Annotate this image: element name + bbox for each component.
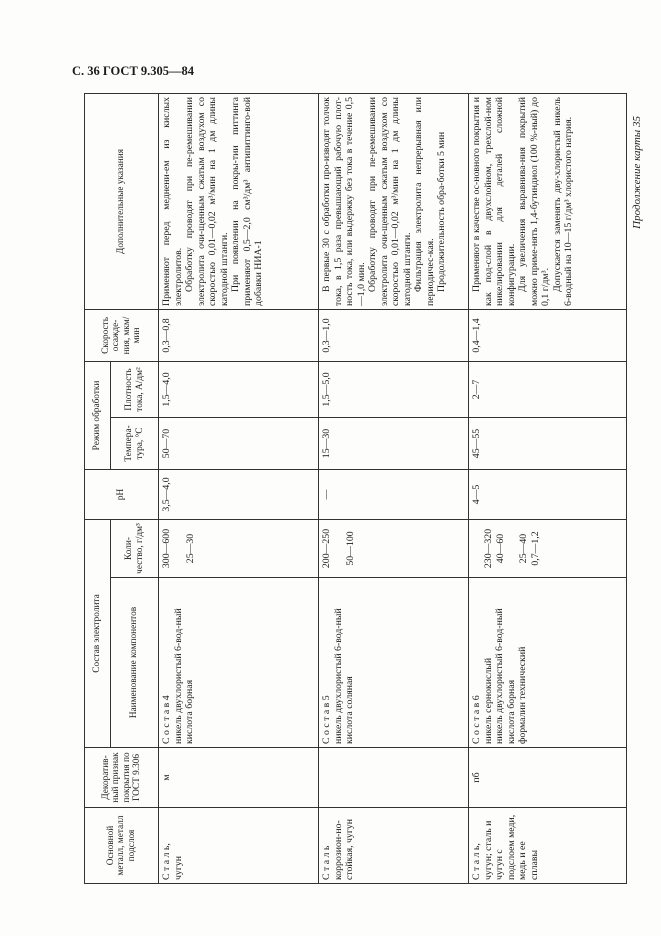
- component-item: никель двухлористый 6-вод-ный: [172, 608, 184, 744]
- note-paragraph: В первые 30 с обработки про-изводят толчок тока, в 1,5 раза превышающий рабочую плот-ность тока, или выдержку без тока в течение 0,5—1,0 мин.: [321, 96, 367, 306]
- col-ph: pH: [85, 469, 159, 519]
- quantity-value: 0,7—1,2: [529, 531, 541, 566]
- ph-cell: 4—5: [469, 469, 627, 519]
- note-paragraph: Обработку проводят при пе-ремешивании электролита очи-щенным сжатым воздухом со скоростью 0,01—0,02 м³/мин на 1 дм длины катодной штанги.: [184, 96, 230, 306]
- notes-cell: [469, 93, 627, 309]
- base-metal-cell: [159, 808, 319, 884]
- quantity-cell: [319, 519, 469, 577]
- note-paragraph: Применяют в качестве ос-новного покрытия и как под-слой в двухслойном, трехслой-ном никелировании для деталей сложной конфигурации.: [471, 96, 517, 306]
- decor-cell: [319, 748, 469, 808]
- current-density-cell: 1,5—4,0: [159, 361, 319, 417]
- col-mode: Режим обработки: [85, 361, 111, 469]
- note-paragraph: При появлении на покры-тии питтинга применяют 0,5—2,0 см³/дм³ антипиттинго-вой добавки НИА-1: [230, 96, 265, 306]
- col-temperature: Темпера-тура, °С: [111, 417, 159, 469]
- note-paragraph: Применяют перед меднени-ем из кислых электролитов.: [161, 96, 184, 306]
- ph-cell: 3,5—4,0: [159, 469, 319, 519]
- notes-cell: [319, 93, 469, 309]
- component-item: никель сернокислый: [482, 657, 494, 744]
- component-item: формалин технический: [517, 646, 529, 744]
- electrolyte-table-wrapper: [84, 94, 611, 884]
- note-paragraph: Для увеличения выравнива-ния покрытий можно приме-нять 1,4-бутиндиол (100 %-ный) до 0,1 г/дм³.: [517, 96, 552, 306]
- base-metal-cell: [469, 808, 627, 884]
- col-rate: Скорость осажде-ния, мкм/мин: [85, 309, 159, 361]
- base-metal-rest: чугун; сталь и чугун с подслоем меди, медь и ее сплавы: [482, 814, 540, 880]
- continuation-label: Продолжение карты 35: [631, 116, 643, 229]
- rate-cell: 0,3—1,0: [319, 309, 469, 361]
- electrolyte-table: [84, 93, 627, 884]
- ph-cell: —: [319, 469, 469, 519]
- col-notes: Дополнительные указания: [85, 93, 159, 309]
- quantity-value: 300—600: [161, 528, 172, 569]
- base-metal-lead: С т а л ь: [321, 845, 332, 880]
- note-paragraph: Допускается заменять дву-хлористый никель 6-водный на 10—15 г/дм³ хлористого натрия.: [551, 96, 575, 306]
- composition-title: С о с т а в 6: [471, 695, 482, 744]
- component-item: кислота борная: [184, 679, 196, 744]
- rate-cell: 0,4—1,4: [469, 309, 627, 361]
- component-item: никель двухлористый 6-вод-ный: [494, 608, 506, 744]
- components-cell: [469, 578, 627, 748]
- component-item: кислота борная: [505, 679, 517, 744]
- components-cell: [159, 578, 319, 748]
- note-paragraph: Продолжительность обра-ботки 5 мин: [436, 131, 448, 292]
- rate-cell: 0,3—0,8: [159, 309, 319, 361]
- current-density-cell: 2—7: [469, 361, 627, 417]
- col-electrolyte: Состав электролита: [85, 519, 111, 747]
- col-base-metal: Основной металл, металл подслоя: [85, 808, 159, 884]
- decor-cell: м: [159, 748, 319, 808]
- temperature-cell: 45—55: [469, 417, 627, 469]
- notes-cell: [159, 93, 319, 309]
- temperature-cell: 15—30: [319, 417, 469, 469]
- temperature-cell: 50—70: [159, 417, 319, 469]
- base-metal-rest: чугун: [172, 856, 184, 880]
- col-decor: Декоратив-ный признак покрытия по ГОСТ 9.306: [85, 748, 159, 808]
- table-row: [159, 93, 319, 883]
- current-density-cell: 1,5—5,0: [319, 361, 469, 417]
- composition-title: С о с т а в 5: [321, 695, 332, 744]
- components-cell: [319, 578, 469, 748]
- quantity-value: 200—250: [321, 528, 332, 569]
- quantity-value: 40—60: [494, 533, 506, 564]
- quantity-value: 230—320: [483, 528, 494, 569]
- note-paragraph: Фильтрация электролита непрерывная или периодичес-кая.: [413, 96, 436, 306]
- col-current-density: Плотность тока, А/дм²: [111, 361, 159, 417]
- quantity-cell: [159, 519, 319, 577]
- table-row: [319, 93, 469, 883]
- page-header: С. 36 ГОСТ 9.305—84: [72, 64, 195, 78]
- decor-cell: пб: [469, 748, 627, 808]
- table-row: [469, 93, 627, 883]
- note-paragraph: Обработку проводят при пе-ремешивании электролита очи-щенным сжатым воздухом со скоростью 0,01—0,02 м³/мин на 1 дм длины катодной штанги.: [367, 96, 413, 306]
- base-metal-lead: С т а л ь,: [471, 843, 482, 880]
- component-item: никель двухлористый 6-вод-ный: [332, 608, 344, 744]
- base-metal-rest: коррозион-но-стойкая, чугун: [332, 819, 356, 880]
- base-metal-cell: [319, 808, 469, 884]
- quantity-value: 25—30: [184, 533, 196, 564]
- quantity-value: 50—100: [344, 531, 356, 566]
- quantity-cell: [469, 519, 627, 577]
- component-item: кислота соляная: [344, 676, 356, 744]
- base-metal-lead: С т а л ь,: [161, 843, 172, 880]
- quantity-value: 25—40: [518, 533, 530, 564]
- col-components: Наименование компонентов: [111, 578, 159, 748]
- composition-title: С о с т а в 4: [161, 695, 172, 744]
- col-quantity: Коли-чество, г/дм³: [111, 519, 159, 577]
